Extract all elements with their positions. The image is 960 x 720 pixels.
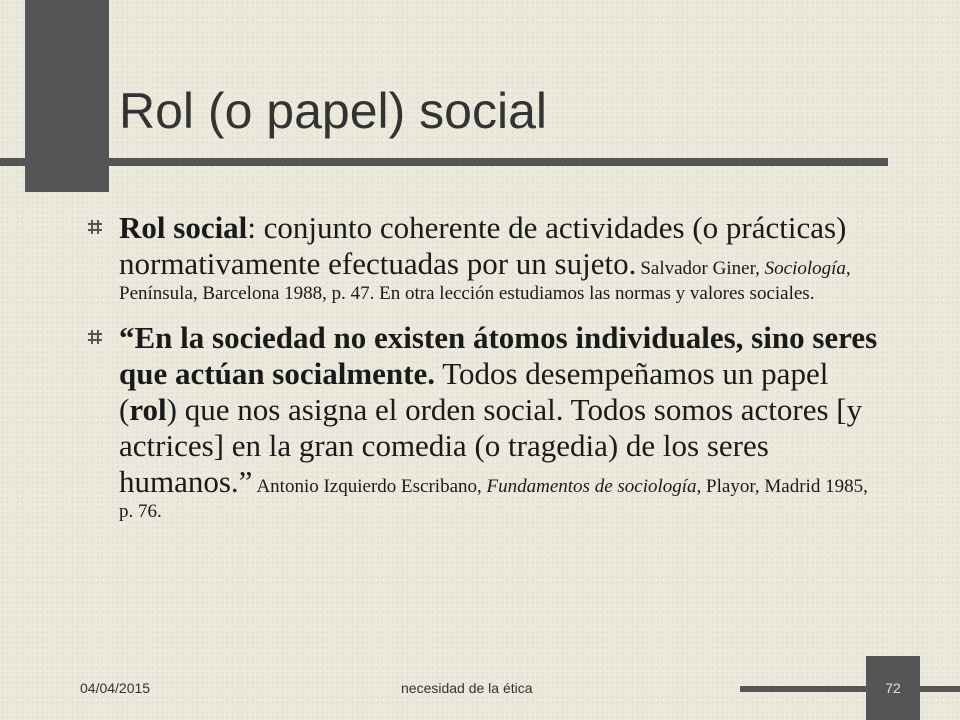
source-author: Salvador Giner, (640, 258, 765, 279)
source-title: Sociología, (764, 258, 851, 279)
term-rol-social: Rol social (119, 210, 248, 245)
slide-body (88, 210, 878, 538)
source-title: Fundamentos de sociología, (486, 476, 702, 497)
quote-text-part1: Todos desempeñamos un papel ( (119, 356, 829, 427)
quote-bold-text: “En la sociedad no existen átomos individuales, sino seres que actúan socialmente. (119, 320, 878, 391)
decorative-horizontal-bar (0, 158, 888, 166)
quote-text-part2: ) que nos asigna el orden social. Todos somos actores [y actrices] en la gran comedia (o tragedia) de los seres humanos.” (119, 392, 863, 499)
bullet-item-rol-social (88, 210, 878, 306)
hash-bullet-icon (88, 220, 102, 234)
source-author: Antonio Izquierdo Escribano, (256, 476, 487, 497)
page-number: 72 (866, 656, 920, 720)
source-details: Playor, Madrid 1985, p. 76. (119, 476, 868, 522)
bullet-item-quote (88, 320, 878, 524)
footer-date: 04/04/2015 (80, 680, 151, 696)
quote-rol-term: rol (129, 392, 167, 427)
definition-text: : conjunto coherente de actividades (o prácticas) normativamente efectuadas por un sujeto. (119, 210, 847, 281)
hash-bullet-icon (88, 330, 102, 344)
footer-topic: necesidad de la ética (401, 680, 533, 696)
source-details: Península, Barcelona 1988, p. 47. En otra lección estudiamos las normas y valores sociales. (119, 283, 815, 304)
decorative-footer-bar (740, 686, 960, 692)
slide-title: Rol (o papel) social (119, 83, 547, 139)
